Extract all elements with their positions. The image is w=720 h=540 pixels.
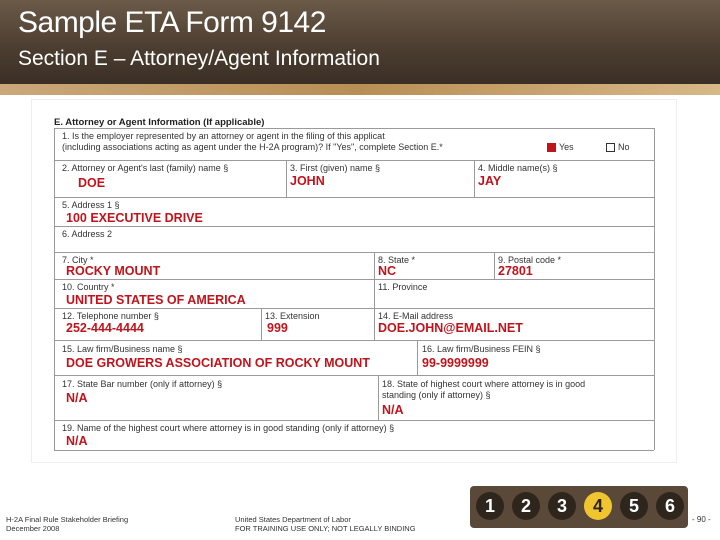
extension-value[interactable]: 999 xyxy=(267,321,288,335)
nav-button-2[interactable]: 2 xyxy=(512,492,540,520)
first-name-value[interactable]: JOHN xyxy=(290,174,325,188)
middle-name-label: 4. Middle name(s) § xyxy=(478,163,558,173)
court-state-label: 18. State of highest court where attorney is in good xyxy=(382,379,586,389)
divider xyxy=(378,375,379,420)
city-label: 7. City * xyxy=(62,255,94,265)
court-name-value[interactable]: N/A xyxy=(66,434,88,448)
divider xyxy=(54,128,654,129)
email-label: 14. E-Mail address xyxy=(378,311,454,321)
footer-center xyxy=(235,515,416,533)
section-nav xyxy=(470,486,688,528)
law-firm-name-value[interactable]: DOE GROWERS ASSOCIATION OF ROCKY MOUNT xyxy=(66,356,370,370)
province-label: 11. Province xyxy=(378,282,428,292)
section-heading: E. Attorney or Agent Information (If applicable) xyxy=(54,117,265,128)
address2-label: 6. Address 2 xyxy=(62,229,113,239)
telephone-label: 12. Telephone number § xyxy=(62,311,159,321)
last-name-value[interactable]: DOE xyxy=(78,176,106,190)
divider xyxy=(54,420,654,421)
divider xyxy=(54,160,654,161)
nav-button-4[interactable]: 4 xyxy=(584,492,612,520)
footer-date: December 2008 xyxy=(6,524,60,533)
divider xyxy=(654,128,655,450)
divider xyxy=(54,375,654,376)
footer-briefing: H-2A Final Rule Stakeholder Briefing xyxy=(6,515,129,524)
fein-value[interactable]: 99-9999999 xyxy=(422,356,489,370)
eta-form-section-e xyxy=(32,100,676,462)
footer-left xyxy=(6,515,128,533)
email-value[interactable]: DOE.JOHN@EMAIL.NET xyxy=(378,321,523,335)
postal-code-value[interactable]: 27801 xyxy=(498,264,533,278)
country-label: 10. Country * xyxy=(62,282,115,292)
extension-label: 13. Extension xyxy=(265,311,320,321)
nav-button-5[interactable]: 5 xyxy=(620,492,648,520)
postal-code-label: 9. Postal code * xyxy=(498,255,562,265)
page-number: - 90 - xyxy=(692,515,711,524)
q1-yes-checkbox[interactable] xyxy=(547,143,556,152)
divider xyxy=(54,252,654,253)
state-value[interactable]: NC xyxy=(378,264,397,278)
footer-department: United States Department of Labor xyxy=(235,515,351,524)
divider xyxy=(54,197,654,198)
first-name-label: 3. First (given) name § xyxy=(290,163,381,173)
court-name-label: 19. Name of the highest court where attorney is in good standing (only if attorney) § xyxy=(62,423,395,433)
divider xyxy=(261,308,262,340)
court-state-label-cont: standing (only if attorney) § xyxy=(382,390,491,400)
divider xyxy=(474,160,475,197)
q1-no-label: No xyxy=(618,142,630,152)
slide-subtitle: Section E – Attorney/Agent Information xyxy=(18,47,380,70)
state-bar-value[interactable]: N/A xyxy=(66,391,88,405)
country-value[interactable]: UNITED STATES OF AMERICA xyxy=(66,293,246,307)
divider xyxy=(54,128,55,450)
nav-button-3[interactable]: 3 xyxy=(548,492,576,520)
slide-header xyxy=(0,0,720,84)
nav-button-6[interactable]: 6 xyxy=(656,492,684,520)
nav-button-1[interactable]: 1 xyxy=(476,492,504,520)
address1-value[interactable]: 100 EXECUTIVE DRIVE xyxy=(66,211,203,225)
fein-label: 16. Law firm/Business FEIN § xyxy=(422,344,541,354)
divider xyxy=(54,226,654,227)
divider xyxy=(286,160,287,197)
state-label: 8. State * xyxy=(378,255,416,265)
middle-name-value[interactable]: JAY xyxy=(478,174,502,188)
q1-label: 1. Is the employer represented by an attorney or agent in the filing of this applicat xyxy=(62,131,385,141)
divider xyxy=(54,279,654,280)
city-value[interactable]: ROCKY MOUNT xyxy=(66,264,161,278)
state-bar-label: 17. State Bar number (only if attorney) § xyxy=(62,379,223,389)
divider xyxy=(494,252,495,279)
divider xyxy=(374,308,375,340)
divider xyxy=(54,308,654,309)
q1-no-checkbox[interactable] xyxy=(606,143,615,152)
q1-label-cont: (including associations acting as agent under the H-2A program)? If "Yes", complete Section E.* xyxy=(62,142,443,152)
divider xyxy=(417,340,418,375)
court-state-value[interactable]: N/A xyxy=(382,403,404,417)
divider xyxy=(54,340,654,341)
q1-yes-label: Yes xyxy=(559,142,574,152)
footer-disclaimer: FOR TRAINING USE ONLY; NOT LEGALLY BINDING xyxy=(235,524,416,533)
telephone-value[interactable]: 252-444-4444 xyxy=(66,321,144,335)
last-name-label: 2. Attorney or Agent's last (family) name § xyxy=(62,163,229,173)
divider xyxy=(374,252,375,308)
address1-label: 5. Address 1 § xyxy=(62,200,120,210)
law-firm-name-label: 15. Law firm/Business name § xyxy=(62,344,183,354)
header-accent-band xyxy=(0,84,720,95)
divider xyxy=(54,450,654,451)
slide-title: Sample ETA Form 9142 xyxy=(18,6,326,39)
